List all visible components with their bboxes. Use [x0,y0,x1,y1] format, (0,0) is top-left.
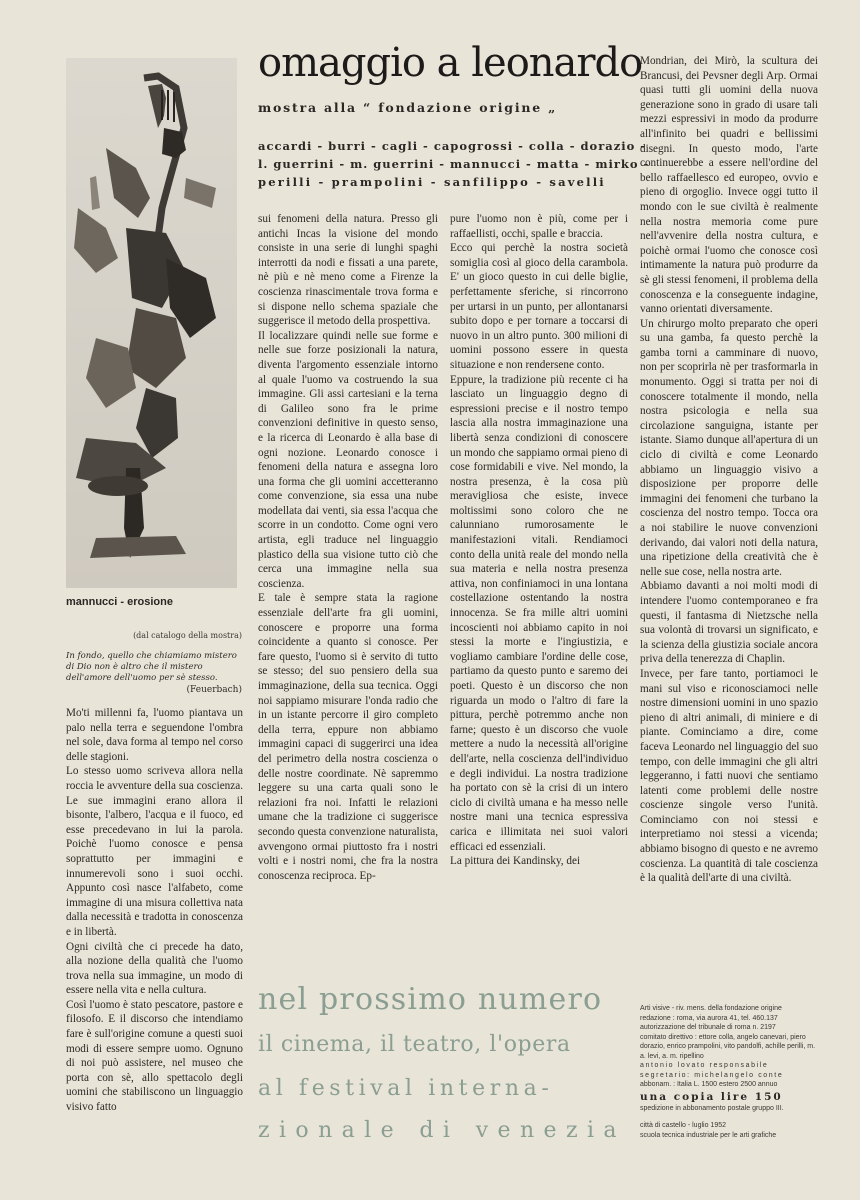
image-credit: (dal catalogo della mostra) [133,631,242,640]
exhibition-subtitle: mostra alla “ fondazione origine „ [258,100,558,115]
colophon-line: redazione : roma, via aurora 41, tel. 460.137 [640,1014,778,1022]
sculpture-photo [66,58,237,588]
page-title: omaggio a leonardo [258,40,643,86]
colophon-line: segretario: michelangelo conte [640,1071,784,1079]
sculpture-image [66,58,237,588]
colophon-spacer [640,1113,820,1121]
paragraph: Il localizzare quindi nelle sue forme e nelle sue forze posizionali la natura, diventa l'argomento essenziale intorno al quale l'uomo va costruendo la sua immagine. Gli assi cartesiani e la terna di Galileo sono fra le prime convenzioni definitive in questo senso, e la ricerca di Leonardo è alla base di ogni nozione. Leonardo conosce i fenomeni della natura e assegna loro una forma che gli uomini accetteranno come convenzione, sia essa una nube modellata dai venti, sia essa l'acqua che scorre in un condotto. Come ogni vero artista, egli traduce nel linguaggio plastico della sua visione tutto ciò che cerca una immagine nella sua coscienza. [258,329,438,590]
colophon-line: antonio lovato responsabile [640,1062,769,1069]
paragraph: Ogni civiltà che ci precede ha dato, alla nozione della qualità che l'uomo trova nella sua immagine, un modo di essere nella vita e nella cultura. [66,940,243,997]
colophon [640,1004,820,1140]
image-caption: mannucci - erosione [66,596,173,608]
article-column-2 [258,212,438,883]
artist-line-1: accardi - burri - cagli - capogrossi - colla - dorazio - [258,139,647,153]
next-issue-line: al festival interna- [258,1076,554,1101]
paragraph: E tale è sempre stata la ragione essenziale dell'arte fra gli uomini, conoscere e proporre una forma coincidente a quanto si conosce. Per fare questo, l'uomo si è servito di tutto se stesso; del suo pensiero della sua immaginazione, della sua tecnica. Oggi noi sappiamo misurare l'onda radio che in un istante percorre il giro completo della terra, eppure non abbiamo immagini capaci di suggerirci una idea del perimetro della nostra coscienza o delle nostre coordinate. Nè sapremmo leggere su una carta quali sono le relazioni fra noi. Infatti le relazioni umane che la tradizione ci suggerisce secondo questa convenzione naturalista, avvengono ormai piuttosto fra i nostri volti e i nostri nomi, che fra la nostra conoscenza reciproca. Ep- [258,592,438,882]
colophon-line: scuola tecnica industriale per le arti grafiche [640,1131,777,1139]
colophon-line: Arti visive - riv. mens. della fondazione origine [640,1005,782,1012]
colophon-price: una copia lire 150 [640,1090,783,1103]
article-column-3 [450,212,628,869]
colophon-line: città di castello - luglio 1952 [640,1122,726,1129]
paragraph: Ecco qui perchè la nostra società somiglia così al gioco della carambola. E' un gioco questo in cui delle biglie, perfettamente sferiche, si rincorrono per urtarsi in un punto, per allontanarsi subito dopo e per tornare a toccarsi di nuovo in un altro punto. 300 milioni di uomini possono essere in questa situazione e non rendersene conto. [450,242,628,371]
paragraph: Invece, per fare tanto, portiamoci le mani sul viso e riconosciamoci nelle nostre dimensioni uomini in uno spazio pieno di altri animali, di miniere e di piante. Cominciamo a dire, come faceva Leonardo nel linguaggio del suo tempo, con delle immagini che gli altri leggeranno, i fatti nuovi che sentiamo latenti come problemi delle nostre coscienze singole verso l'unità. Cominciamo con noi stessi e interpretiamo noi stessi a vicenda; abbiamo bisogno di questo e ne avremo coscienza. La quantità di tale coscienza è la qualità dell'arte di una civiltà. [640,667,818,885]
colophon-line: autorizzazione del tribunale di roma n. 2197 [640,1024,776,1031]
next-issue-heading: nel prossimo numero [258,982,603,1017]
article-column-1 [66,706,243,1115]
paragraph: Mondrian, dei Mirò, la scultura dei Brancusi, dei Pevsner degli Arp. Ormai quasi tutti gli uomini della nuova generazione sono in grado di usare tali mezzi espressivi in modo da produrre all'infinito bei quadri e bellissimi disegni. In questo modo, l'arte continuerebbe a essere nell'ordine del bello raffaellesco ed europeo, ovvio e pieno di orgoglio. Invece oggi tutto il mondo con le sue civiltà è realmente nella nostra memoria come pure nell'avvenire della nostra cultura, e poichè ormai l'uomo che conosce così intimamente la natura può produrre da sè gli stessi fenomeni, il problema della conoscenza e la conseguente indagine, vanno orientati diversamente. [640,55,818,316]
colophon-line: abbonam. : Italia L. 1500 estero 2500 annuo [640,1081,778,1088]
paragraph: Un chirurgo molto preparato che operi su una gamba, fa questo perchè la gamba torni a camminare di nuovo, non per scoprirla nè per trasformarla in monumento. Oggi si tratta per noi di conoscere totalmente il mondo, nella nostra psicologia e nella sua circolazione sanguigna, istante per istante. Siamo dunque all'apertura di un ciclo di civiltà e come Leonardo abbiamo un linguaggio visivo a disposizione per proporre delle immagini dei fenomeni che turbano la coscienza del nostro tempo. Tocca ora a noi stabilire le nuove convenzioni derivando, dai valori noti della natura, una ripetizione della creatività che è nelle sue cose, nella nostra arte. [640,317,818,578]
epigraph-source: (Feuerbach) [186,685,242,695]
paragraph: Così l'uomo è stato pescatore, pastore e filosofo. E il discorso che intendiamo fare è sull'origine comune a questi suoi modi di essere sempre uomo. Ognuno di noi può assistere, nel museo che porta con sè, allo spettacolo degli uomini che stabiliscono un linguaggio visivo fatto [66,998,243,1114]
epigraph-quote: In fondo, quello che chiamiamo mistero di Dio non è altro che il mistero dell'amore dell'uomo per sè stesso. [66,651,237,683]
colophon-line: comitato direttivo : ettore colla, angelo canevari, piero dorazio, enrico prampolini, vito pandolfi, achille perilli, m. a. levi, a. m. ripellino [640,1033,816,1060]
paragraph: Mo'ti millenni fa, l'uomo piantava un palo nella terra e seguendone l'ombra nel sole, dava forma al tempo nel corso delle stagioni. [66,707,243,763]
paragraph: La pittura dei Kandinsky, dei [450,855,581,868]
paragraph: pure l'uomo non è più, come per i raffaellisti, occhi, spalle e braccia. [450,213,628,240]
paragraph: sui fenomeni della natura. Presso gli antichi Incas la visione del mondo consiste in una serie di lunghi spaghi interrotti da nodi e fissati a una parete, nè più e nè meno come a Firenze la coscienza rinascimentale trova forma e si dispone nello schema spaziale che suggerisce il metodo della prospettiva. [258,213,438,328]
paragraph: Lo stesso uomo scriveva allora nella roccia le avventure della sua coscienza. Le sue immagini erano allora il bisonte, l'albero, l'acqua e il fuoco, ed esse precedevano in lui la parola. Poichè l'uomo conosce e pensa soprattutto per immagini e innumerevoli sono i suoi occhi. Appunto così nasce l'alfabeto, come immagine di una misura collettiva nata dalla necessità e tradotta in conoscenza e in libertà. [66,765,243,938]
artist-line-3: perilli - prampolini - sanfilippo - savelli [258,175,606,189]
artist-line-2: l. guerrini - m. guerrini - mannucci - matta - mirko - [258,157,650,171]
next-issue-line: zionale di venezia [258,1118,626,1143]
article-column-4 [640,54,818,886]
paragraph: Abbiamo davanti a noi molti modi di intendere l'uomo contemporaneo e fra questi, il fantasma di Nietzsche nella sua volontà di trovarsi un significato, e la scienza della giustizia sociale ancora priva della tenerezza di Chaplin. [640,580,818,666]
paragraph: Eppure, la tradizione più recente ci ha lasciato un linguaggio degno di espressioni precise e il nostro tempo lascia alla nostra immaginazione una libertà senza condizioni di conoscere un mondo che sappiamo ormai pieno di cose formidabili e vive. Nel mondo, la nostra presenza, è la cosa più meravigliosa che esiste, invece moltissimi sono coloro che ne calunniano rumorosamente le manifestazioni vitali. Rendiamoci conto della unità reale del mondo nella sua materia e nella nostra presenza attiva, non confiniamoci in una lontana costellazione ostentando la nostra innocenza. Se fra mille altri uomini incoscienti noi abbiamo capito in noi stessi la morte e l'ingiustizia, e vogliamo cambiare l'ordine delle cose, partiamo da questo punto e saremo dei poeti. Questo è un discorso che non riguarda un modo o l'altro di fare la pittura, perchè potremmo anche non farne; questo è un discorso che vuole mettere a nudo la necessità all'origine dell'arte, nella coscienza dell'individuo e degli individui. La nostra tradizione ha portato con sè la crisi di un intero ciclo di civiltà umana e ha messo nelle nostre mani una tecnica espressiva carica e illimitata nei suoi valori efficaci ed essenziali. [450,373,628,853]
next-issue-line: il cinema, il teatro, l'opera [258,1032,571,1057]
colophon-line: spedizione in abbonamento postale gruppo III. [640,1104,784,1112]
artist-list [258,137,650,191]
